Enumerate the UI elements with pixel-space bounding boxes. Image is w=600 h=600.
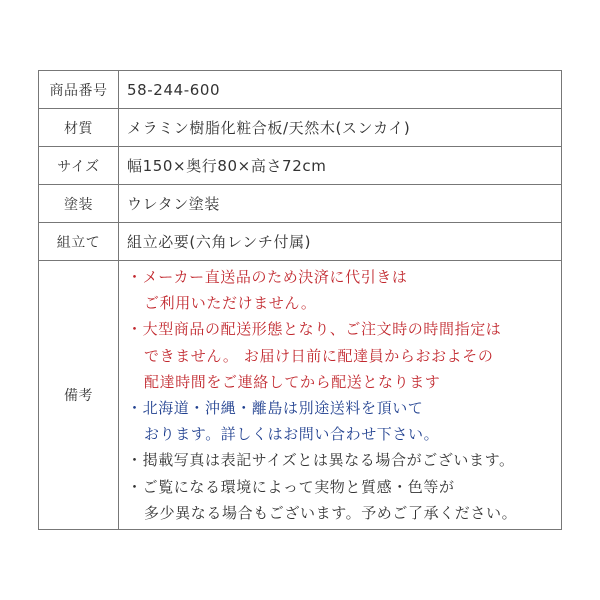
row-label: 組立て: [39, 223, 119, 261]
row-value: メラミン樹脂化粧合板/天然木(スンカイ): [119, 109, 562, 147]
notes-cell: [119, 261, 562, 530]
row-value: 組立必要(六角レンチ付属): [119, 223, 562, 261]
spec-row-notes: [39, 261, 562, 530]
note-line: おります。詳しくはお問い合わせ下さい。: [144, 425, 440, 444]
note-color-difference: [127, 474, 561, 526]
note-shipping-fee: [127, 395, 561, 447]
row-label: 材質: [39, 109, 119, 147]
spec-row-material: [39, 109, 562, 147]
row-value: 58-244-600: [119, 71, 562, 109]
note-line: ・北海道・沖縄・離島は別途送料を頂いて: [127, 399, 424, 418]
row-label: 塗装: [39, 185, 119, 223]
note-line: ・メーカー直送品のため決済に代引きは: [127, 268, 408, 286]
spec-row-size: [39, 147, 562, 185]
note-direct-shipping: [127, 264, 561, 316]
notes-label: 備考: [39, 261, 119, 530]
note-line: できません。 お届け日前に配達員からおおよその: [144, 346, 494, 365]
note-line: ・掲載写真は表記サイズとは異なる場合がございます。: [127, 451, 515, 470]
row-value: 幅150×奥行80×高さ72cm: [119, 147, 562, 185]
spec-table: [38, 70, 562, 530]
spec-row-assembly: [39, 223, 562, 261]
note-delivery-time: [127, 316, 561, 395]
row-label: サイズ: [39, 147, 119, 185]
note-line: ご利用いただけません。: [144, 294, 317, 313]
row-label: 商品番号: [39, 71, 119, 109]
note-line: ・大型商品の配送形態となり、ご注文時の時間指定は: [127, 320, 502, 339]
note-line: 配達時間をご連絡してから配送となります: [144, 372, 441, 391]
row-value: ウレタン塗装: [119, 185, 562, 223]
note-photo-size: [127, 447, 561, 473]
note-line: 多少異なる場合もございます。予めご了承ください。: [144, 503, 518, 522]
spec-row-finish: [39, 185, 562, 223]
spec-row-product-number: [39, 71, 562, 109]
note-line: ・ご覧になる環境によって実物と質感・色等が: [127, 477, 455, 496]
